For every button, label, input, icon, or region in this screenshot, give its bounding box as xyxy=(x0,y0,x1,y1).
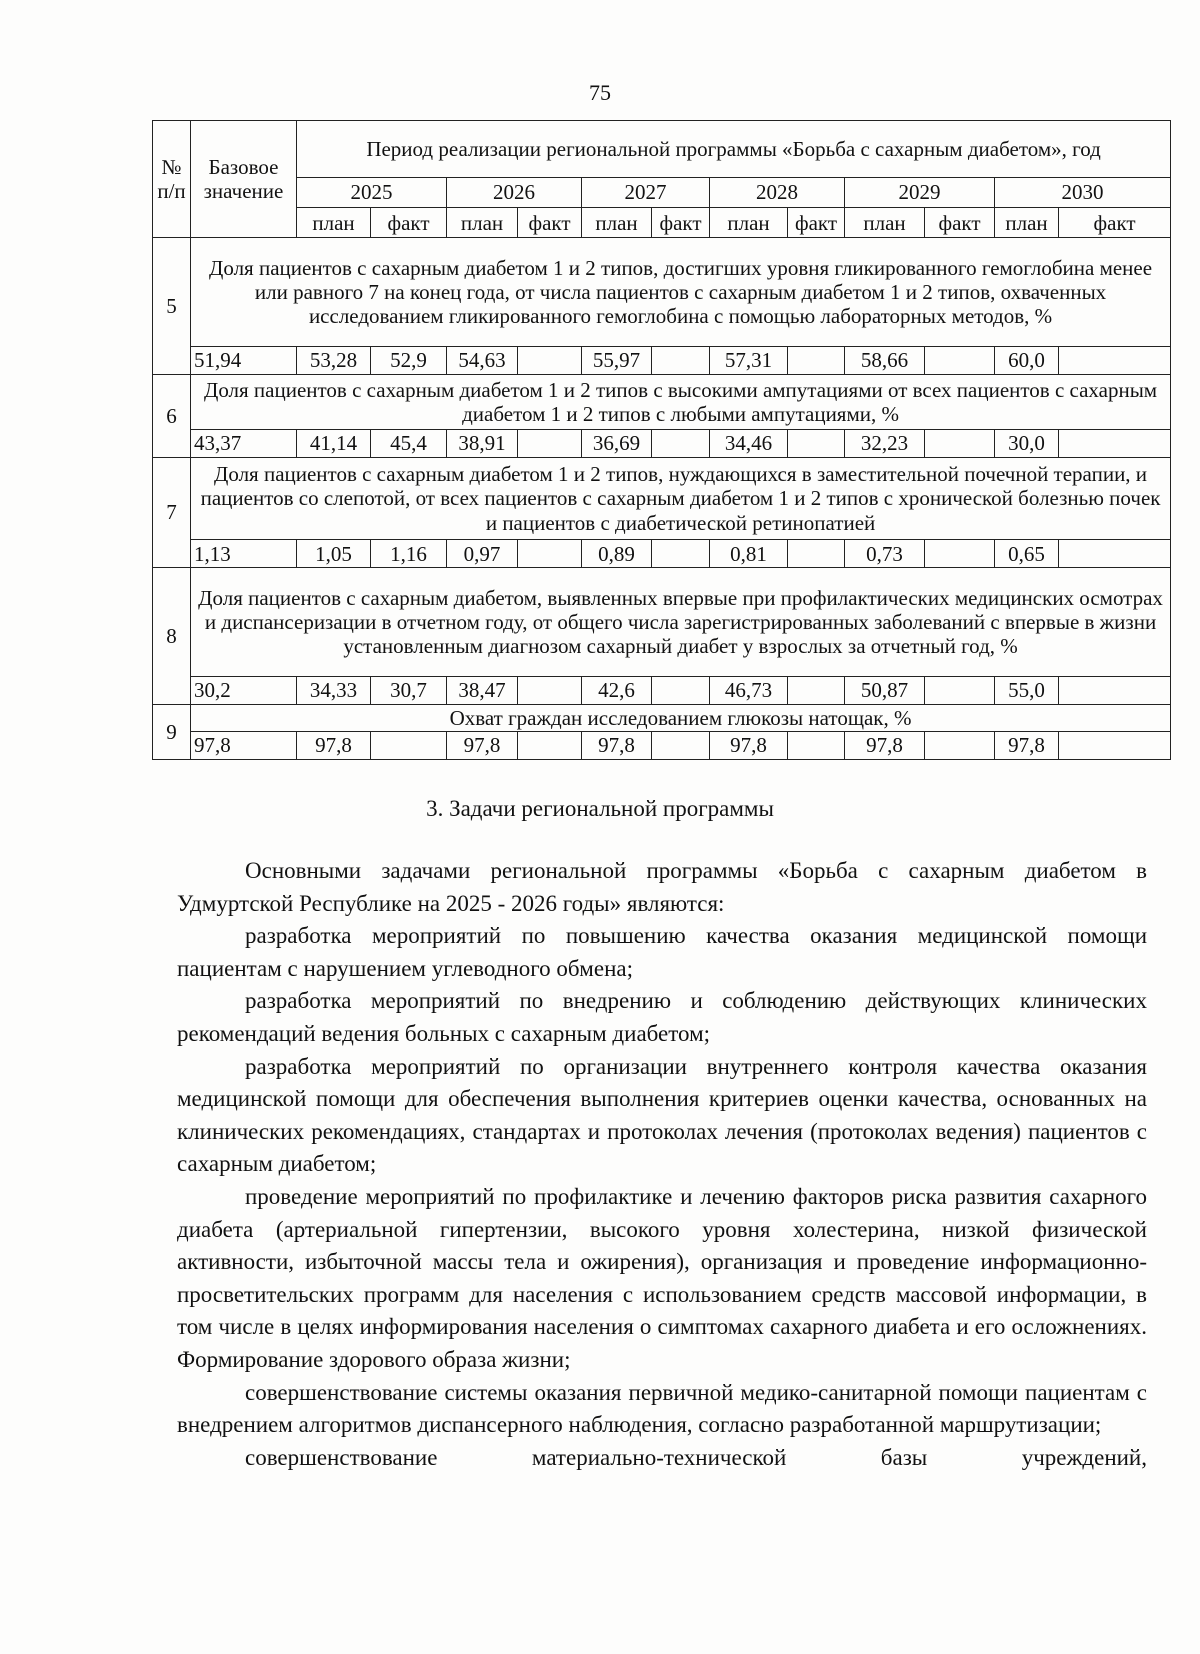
indicators-table xyxy=(152,120,1171,760)
row-description: Охват граждан исследованием глюкозы натощак, % xyxy=(191,704,1171,731)
table-row xyxy=(153,457,1171,540)
value-cell: 30,0 xyxy=(995,429,1059,457)
table-row xyxy=(153,374,1171,429)
row-description: Доля пациентов с сахарным диабетом 1 и 2 типов, нуждающихся в заместительной почечной терапии, и пациентов со слепотой, от всех пациентов с сахарным диабетом 1 и 2 типов с хронической болезнью почек и пациентов с диабетической ретинопатией xyxy=(191,457,1171,540)
base-value-cell: 97,8 xyxy=(191,731,297,759)
value-cell: 36,69 xyxy=(582,429,652,457)
value-cell xyxy=(371,731,447,759)
value-cell xyxy=(788,346,845,374)
header-fact: факт xyxy=(518,208,582,238)
value-cell: 32,23 xyxy=(845,429,925,457)
paragraph: Основными задачами региональной программы «Борьба с сахарным диабетом в Удмуртской Республике на 2025 - 2026 годы» являются: xyxy=(177,858,1147,916)
header-year: 2025 xyxy=(297,178,447,208)
header-year: 2027 xyxy=(582,178,710,208)
value-cell xyxy=(518,540,582,568)
page-number: 75 xyxy=(589,80,611,105)
value-cell: 34,46 xyxy=(710,429,788,457)
table-values-row xyxy=(153,731,1171,759)
table-values-row xyxy=(153,429,1171,457)
base-value-cell: 43,37 xyxy=(191,429,297,457)
value-cell xyxy=(925,346,995,374)
value-cell: 54,63 xyxy=(447,346,518,374)
table-row xyxy=(153,704,1171,731)
value-cell xyxy=(652,731,710,759)
value-cell: 55,0 xyxy=(995,676,1059,704)
paragraph: совершенствование системы оказания первичной медико-санитарной помощи пациентам с внедрением алгоритмов диспансерного наблюдения, согласно разработанной маршрутизации; xyxy=(177,1379,1147,1438)
value-cell: 97,8 xyxy=(995,731,1059,759)
header-plan: план xyxy=(710,208,788,238)
body-text xyxy=(177,855,1147,1474)
table-years-row xyxy=(153,178,1171,208)
value-cell xyxy=(788,429,845,457)
value-cell xyxy=(518,676,582,704)
value-cell xyxy=(925,731,995,759)
value-cell: 97,8 xyxy=(447,731,518,759)
value-cell: 97,8 xyxy=(845,731,925,759)
section-title: 3. Задачи региональной программы xyxy=(426,796,774,821)
value-cell xyxy=(925,676,995,704)
value-cell: 34,33 xyxy=(297,676,371,704)
row-description: Доля пациентов с сахарным диабетом 1 и 2 типов с высокими ампутациями от всех пациентов с сахарным диабетом 1 и 2 типов с любыми ампутациями, % xyxy=(191,374,1171,429)
value-cell: 30,7 xyxy=(371,676,447,704)
header-base-value: Базовое значение xyxy=(191,121,297,238)
row-description: Доля пациентов с сахарным диабетом, выявленных впервые при профилактических медицинских осмотрах и диспансеризации в отчетном году, от общего числа зарегистрированных заболеваний с впервые в жизни установленным диагнозом сахарный диабет у взрослых за отчетный год, % xyxy=(191,568,1171,677)
value-cell: 41,14 xyxy=(297,429,371,457)
value-cell: 0,97 xyxy=(447,540,518,568)
value-cell xyxy=(518,346,582,374)
value-cell xyxy=(788,731,845,759)
row-number: 6 xyxy=(153,374,191,457)
value-cell: 45,4 xyxy=(371,429,447,457)
value-cell: 97,8 xyxy=(297,731,371,759)
header-year: 2030 xyxy=(995,178,1171,208)
table-row xyxy=(153,238,1171,347)
header-year: 2029 xyxy=(845,178,995,208)
value-cell: 52,9 xyxy=(371,346,447,374)
paragraph: совершенствование материально-технической базы учреждений, xyxy=(245,1444,1147,1470)
header-year: 2026 xyxy=(447,178,582,208)
header-num: № п/п xyxy=(153,121,191,238)
value-cell: 38,47 xyxy=(447,676,518,704)
table-plan-fact-row xyxy=(153,208,1171,238)
header-plan: план xyxy=(582,208,652,238)
value-cell xyxy=(652,676,710,704)
base-value-cell: 51,94 xyxy=(191,346,297,374)
value-cell xyxy=(788,540,845,568)
value-cell: 97,8 xyxy=(710,731,788,759)
row-number: 5 xyxy=(153,238,191,375)
value-cell: 38,91 xyxy=(447,429,518,457)
table-values-row xyxy=(153,676,1171,704)
value-cell: 57,31 xyxy=(710,346,788,374)
value-cell xyxy=(1059,346,1171,374)
table-header-row xyxy=(153,121,1171,178)
value-cell: 50,87 xyxy=(845,676,925,704)
row-number: 8 xyxy=(153,568,191,705)
value-cell: 0,73 xyxy=(845,540,925,568)
paragraph: проведение мероприятий по профилактике и лечению факторов риска развития сахарного диабета (артериальной гипертензии, высокого уровня холестерина, низкой физической активности, избыточной массы тела и ожирения), организация и проведение информационно-просветительских программ для населения с использованием средств массовой информации, в том числе в целях информирования населения о симптомах сахарного диабета и его осложнениях. Формирование здорового образа жизни; xyxy=(177,1183,1147,1372)
value-cell xyxy=(652,429,710,457)
header-fact: факт xyxy=(371,208,447,238)
header-plan: план xyxy=(447,208,518,238)
header-fact: факт xyxy=(1059,208,1171,238)
value-cell xyxy=(788,676,845,704)
value-cell: 0,65 xyxy=(995,540,1059,568)
value-cell xyxy=(652,346,710,374)
value-cell: 60,0 xyxy=(995,346,1059,374)
value-cell: 1,05 xyxy=(297,540,371,568)
value-cell xyxy=(1059,429,1171,457)
value-cell: 42,6 xyxy=(582,676,652,704)
base-value-cell: 1,13 xyxy=(191,540,297,568)
value-cell: 46,73 xyxy=(710,676,788,704)
header-fact: факт xyxy=(652,208,710,238)
value-cell: 0,89 xyxy=(582,540,652,568)
value-cell: 97,8 xyxy=(582,731,652,759)
value-cell xyxy=(518,731,582,759)
row-description: Доля пациентов с сахарным диабетом 1 и 2 типов, достигших уровня гликированного гемоглобина менее или равного 7 на конец года, от числа пациентов с сахарным диабетом 1 и 2 типов, охваченных исследованием гликированного гемоглобина с помощью лабораторных методов, % xyxy=(191,238,1171,347)
value-cell: 1,16 xyxy=(371,540,447,568)
paragraph: разработка мероприятий по внедрению и соблюдению действующих клинических рекомендаций ведения больных с сахарным диабетом; xyxy=(177,988,1147,1046)
value-cell xyxy=(925,429,995,457)
value-cell xyxy=(1059,540,1171,568)
table-values-row xyxy=(153,346,1171,374)
header-fact: факт xyxy=(925,208,995,238)
value-cell: 55,97 xyxy=(582,346,652,374)
header-period-title: Период реализации региональной программы «Борьба с сахарным диабетом», год xyxy=(297,121,1171,178)
value-cell: 58,66 xyxy=(845,346,925,374)
value-cell xyxy=(518,429,582,457)
value-cell xyxy=(1059,676,1171,704)
paragraph: разработка мероприятий по организации внутреннего контроля качества оказания медицинской помощи для обеспечения выполнения критериев оценки качества, основанных на клинических рекомендациях, стандартах и протоколах лечения (протоколах ведения) пациентов с сахарным диабетом; xyxy=(177,1053,1147,1177)
table-values-row xyxy=(153,540,1171,568)
table-row xyxy=(153,568,1171,677)
value-cell: 53,28 xyxy=(297,346,371,374)
value-cell xyxy=(652,540,710,568)
header-fact: факт xyxy=(788,208,845,238)
row-number: 7 xyxy=(153,457,191,568)
header-year: 2028 xyxy=(710,178,845,208)
header-plan: план xyxy=(845,208,925,238)
paragraph: разработка мероприятий по повышению качества оказания медицинской помощи пациентам с нарушением углеводного обмена; xyxy=(177,923,1147,981)
header-plan: план xyxy=(297,208,371,238)
value-cell xyxy=(925,540,995,568)
value-cell xyxy=(1059,731,1171,759)
value-cell: 0,81 xyxy=(710,540,788,568)
row-number: 9 xyxy=(153,704,191,759)
base-value-cell: 30,2 xyxy=(191,676,297,704)
header-plan: план xyxy=(995,208,1059,238)
